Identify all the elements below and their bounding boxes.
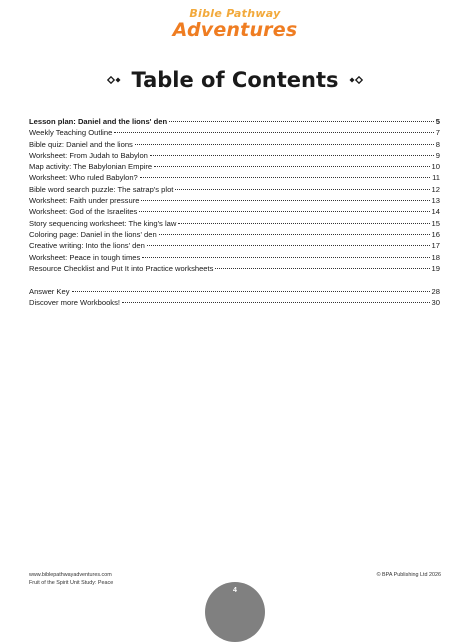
toc-entry[interactable]	[29, 195, 440, 206]
dot-leader	[72, 291, 430, 292]
toc-entry-page: 5	[435, 117, 440, 126]
dot-leader	[175, 189, 429, 190]
dot-leader	[154, 166, 429, 167]
dot-leader	[122, 302, 430, 303]
toc-entry-page: 13	[431, 196, 440, 206]
toc-entry[interactable]	[29, 150, 440, 161]
toc-entry-label: Bible quiz: Daniel and the lions	[29, 139, 133, 149]
toc-entry-page: 19	[431, 263, 440, 273]
toc-entry-label: Worksheet: Faith under pressure	[29, 196, 140, 206]
dot-leader	[159, 234, 430, 235]
dot-leader	[178, 223, 429, 224]
footer-copyright: © BPA Publishing Ltd 2026	[376, 572, 441, 578]
toc-entry[interactable]	[29, 206, 440, 217]
diamond-ornament-icon	[347, 76, 363, 84]
toc-entry[interactable]	[29, 184, 440, 195]
toc-entry-label: Lesson plan: Daniel and the lions' den	[29, 117, 168, 126]
toc-entry[interactable]	[29, 127, 440, 138]
toc-entry[interactable]	[29, 229, 440, 240]
dot-leader	[141, 200, 429, 201]
toc-entry[interactable]	[29, 139, 440, 150]
toc-entry-page: 17	[431, 241, 440, 251]
toc-entry-page: 12	[431, 184, 440, 194]
toc-entry[interactable]	[29, 297, 440, 308]
dot-leader	[142, 257, 429, 258]
toc-entry[interactable]	[29, 116, 440, 127]
toc-entry[interactable]	[29, 240, 440, 251]
footer-website[interactable]: www.biblepathwayadventures.com	[29, 572, 112, 578]
toc-entry-label: Worksheet: From Judah to Babylon	[29, 150, 148, 160]
toc-entry-page: 30	[431, 298, 440, 308]
footer-subtitle: Fruit of the Spirit Unit Study: Peace	[29, 579, 114, 586]
toc-entry-page: 16	[431, 229, 440, 239]
toc-entry-page: 9	[435, 150, 440, 160]
toc-entry-page: 28	[431, 287, 440, 297]
toc-entry-label: Answer Key	[29, 287, 70, 297]
table-of-contents	[29, 116, 440, 309]
footer-left	[29, 572, 113, 587]
page-title: Table of Contents	[131, 68, 339, 92]
toc-entry-label: Resource Checklist and Put It into Practice worksheets	[29, 263, 214, 273]
toc-entry-label: Bible word search puzzle: The satrap's plot	[29, 184, 174, 194]
dot-leader	[135, 144, 434, 145]
toc-entry-label: Worksheet: Peace in tough times	[29, 252, 141, 262]
toc-entry-page: 7	[435, 128, 440, 138]
brand-logo	[0, 8, 470, 40]
toc-entry-page: 11	[432, 173, 440, 183]
toc-entry[interactable]	[29, 252, 440, 263]
toc-entry-label: Discover more Workbooks!	[29, 298, 121, 308]
toc-entry[interactable]	[29, 286, 440, 297]
toc-entry[interactable]	[29, 218, 440, 229]
toc-entry[interactable]	[29, 161, 440, 172]
toc-entry-page: 10	[431, 162, 440, 172]
dot-leader	[169, 121, 434, 122]
toc-entry-label: Map activity: The Babylonian Empire	[29, 162, 153, 172]
toc-entry-label: Story sequencing worksheet: The king's law	[29, 218, 177, 228]
dot-leader	[140, 177, 430, 178]
toc-entry-label: Weekly Teaching Outline	[29, 128, 113, 138]
dot-leader	[139, 211, 429, 212]
logo-main-text: Adventures	[172, 19, 298, 41]
toc-entry[interactable]	[29, 172, 440, 183]
dot-leader	[215, 268, 429, 269]
logo-top-text: Bible Pathway	[189, 7, 281, 20]
toc-entry-page: 8	[435, 139, 440, 149]
toc-entry-page: 15	[431, 218, 440, 228]
toc-entry-label: Coloring page: Daniel in the lions' den	[29, 229, 157, 239]
diamond-ornament-icon	[107, 76, 123, 84]
toc-entry[interactable]	[29, 263, 440, 274]
title-row	[0, 68, 470, 92]
page-number: 4	[233, 587, 237, 594]
dot-leader	[147, 245, 430, 246]
toc-entry-label: Worksheet: Who ruled Babylon?	[29, 173, 138, 183]
dot-leader	[150, 155, 434, 156]
toc-entry-label: Creative writing: Into the lions' den	[29, 241, 145, 251]
toc-entry-page: 14	[431, 207, 440, 217]
dot-leader	[114, 132, 433, 133]
toc-entry-label: Worksheet: God of the Israelites	[29, 207, 138, 217]
toc-entry-page: 18	[431, 252, 440, 262]
section-gap	[29, 274, 440, 286]
